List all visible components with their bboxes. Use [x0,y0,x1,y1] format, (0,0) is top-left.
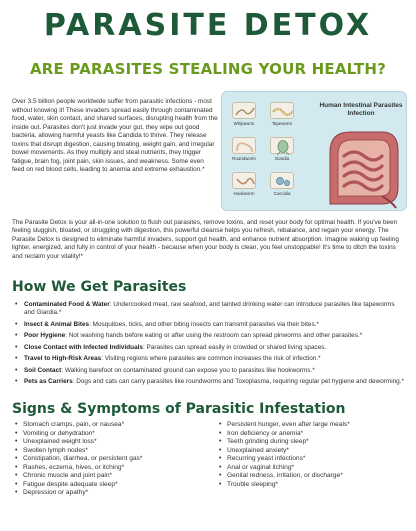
list-item: • Iron deficiency or anemia* [218,430,408,439]
list-item: • Constipation, diarrhea, or persistent gas* [14,455,210,464]
ways-list [14,301,406,390]
list-item: • Teeth grinding during sleep* [218,438,408,447]
item-text: : Visiting regions where parasites are common increases the risk of infection.* [101,355,321,363]
item-label: Insect & Animal Bites [24,320,90,328]
list-item: • Fatigue despite adequate sleep* [14,481,210,490]
list-item [14,378,406,386]
list-item [14,355,406,363]
roundworm-image [232,137,256,154]
list-item: • Recurring yeast infections* [218,455,408,464]
list-item: • Anal or vaginal itching* [218,464,408,473]
detox-paragraph: The Parasite Detox is your all-in-one solution to flush out parasites, remove toxins, and reset your body for optimal health. If you've been feeling sluggish, bloated, or struggling with digestion, this powerful cleanse helps you refresh, rebalance, and regain your energy. The Parasite Detox is designed to eliminate harmful invaders, support gut health, and enhance nutrient absorption. Imagine waking up feeling lighter, energized, and fully in control of your health - because when your body is clean, you feel unstoppable! It's time to ditch the toxins and reclaim your vitality!* [12,219,399,260]
item-label: Close Contact with Infected Individuals [24,343,143,351]
item-text: : Dogs and cats can carry parasites like roundworms and Toxoplasma, requiring regular pet hygiene and deworming.* [72,378,404,386]
hookworm-image [232,172,256,189]
whipworm-label: Whipworm [233,121,255,126]
item-text: : Not washing hands before eating or after using the restroom can spread pinworms and other parasites.* [65,332,363,340]
list-item [14,344,406,352]
list-item: • Unexplained weight loss* [14,438,210,447]
item-text: : Parasites can spread easily in crowded or shared living spaces. [142,343,327,351]
figure-title: Human Intestinal Parasites Infection [319,102,403,117]
symptoms-list-left [14,421,210,498]
item-label: Pets as Carriers [24,378,73,386]
list-item: • Chronic muscle and joint pain* [14,472,210,481]
giardia-label: Giardia [274,156,290,161]
whipworm-image [232,102,256,119]
list-item: • Persistent hunger, even after large meals* [218,421,408,430]
symptoms-heading: Signs & Symptoms of Parasitic Infestation [12,401,346,417]
hookworm-label: Hookworm [233,191,255,196]
giardia-image [270,137,294,154]
item-text: : Mosquitoes, ticks, and other biting insects can transmit parasites via their bites.* [89,320,319,328]
item-label: Travel to High-Risk Areas [24,355,102,363]
item-label: Soil Contact [24,366,62,374]
list-item: • Unexplained anxiety* [218,447,408,456]
page-subtitle: ARE PARASITES STEALING YOUR HEALTH? [29,60,387,78]
item-label: Poor Hygiene [24,332,66,340]
parasites-illustration [221,91,407,211]
intro-paragraph: Over 3.5 billion people worldwide suffer from parasitic infections - most without knowing it! These invaders spread easily through contaminated food, water, skin contact, and shared surfaces, disrupting health from the inside out. Parasites don't just invade your gut, they wipe out good bacteria, allowing harmful yeasts like Candida to thrive. They release toxins that disrupt digestion, causing bloating, weight gain, and irregular bowel movements. As they multiply and steal nutrients, they trigger fatigue, brain fog, joint pain, skin issues, and weakness. Some even feed on red blood cells, leading to anemia and extreme exhaustion.* [12,98,218,173]
tapeworm-image [270,102,294,119]
list-item: • Stomach cramps, pain, or nausea* [14,421,210,430]
symptoms-list-right [218,421,408,489]
item-text: : Undercooked meat, raw seafood, and tainted drinking water can introduce parasites like tapeworms and Giardia.* [24,301,395,317]
list-item [14,301,406,318]
coccidia-image [270,172,294,189]
list-item [14,367,406,375]
list-item: • Trouble sleeping* [218,481,408,490]
page-title: PARASITE DETOX [43,8,373,43]
list-item: • Swollen lymph nodes* [14,447,210,456]
list-item [14,321,406,329]
list-item [14,332,406,340]
coccidia-label: Coccidia [273,191,291,196]
item-label: Contaminated Food & Water [24,301,110,308]
list-item: • Depression or apathy* [14,489,210,498]
tapeworm-label: Tapeworm [271,121,293,126]
list-item: • Vomiting or dehydration* [14,430,210,439]
roundworm-label: Roundworm [232,156,256,161]
list-item: • Rashes, eczema, hives, or itching* [14,464,210,473]
ways-heading: How We Get Parasites [12,279,187,295]
item-text: : Walking barefoot on contaminated ground can expose you to parasites like hookworms.* [61,366,315,374]
list-item: • Genital redness, irritation, or discharge* [218,472,408,481]
